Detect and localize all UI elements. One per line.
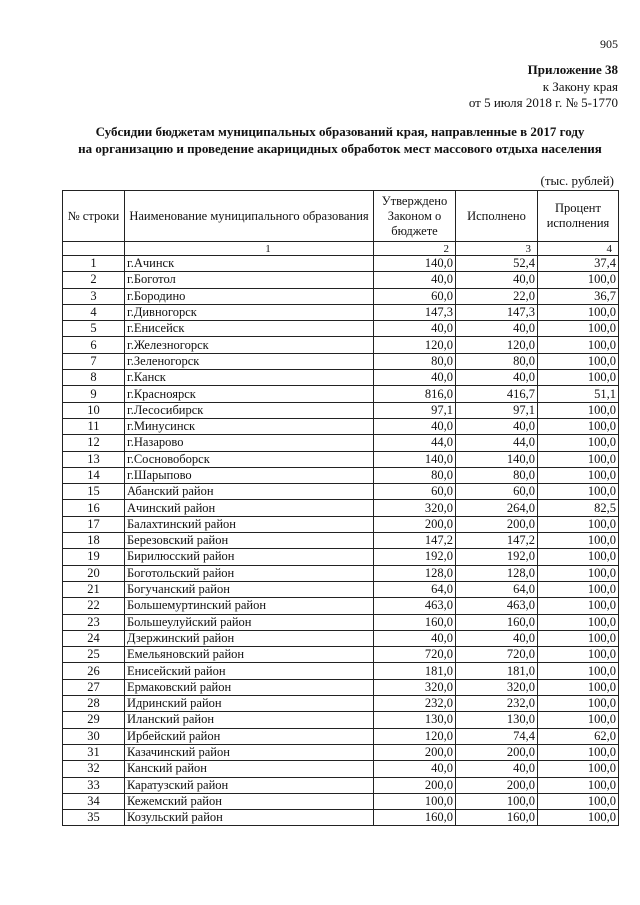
units-label: (тыс. рублей) xyxy=(540,173,614,188)
table-row xyxy=(63,435,619,451)
approved-cell: 40,0 xyxy=(374,630,456,646)
column-number-empty xyxy=(63,242,125,256)
document-title-line-1: Субсидии бюджетам муниципальных образований края, направленные в 2017 году xyxy=(95,124,585,139)
table-row xyxy=(63,272,619,288)
percent-cell: 100,0 xyxy=(538,614,619,630)
row-number-cell: 4 xyxy=(63,304,125,320)
row-number-cell: 32 xyxy=(63,761,125,777)
row-number-cell: 7 xyxy=(63,353,125,369)
municipality-cell: Иланский район xyxy=(125,712,374,728)
row-number-cell: 8 xyxy=(63,370,125,386)
approved-cell: 60,0 xyxy=(374,288,456,304)
municipality-cell: г.Бородино xyxy=(125,288,374,304)
table-row xyxy=(63,500,619,516)
table-row xyxy=(63,256,619,272)
executed-cell: 232,0 xyxy=(456,696,538,712)
approved-cell: 232,0 xyxy=(374,696,456,712)
table-row xyxy=(63,712,619,728)
executed-cell: 74,4 xyxy=(456,728,538,744)
header-percent: Процент исполнения xyxy=(538,191,619,242)
executed-cell: 130,0 xyxy=(456,712,538,728)
table-row xyxy=(63,663,619,679)
municipality-cell: Кежемский район xyxy=(125,793,374,809)
table-row xyxy=(63,386,619,402)
approved-cell: 40,0 xyxy=(374,761,456,777)
approved-cell: 181,0 xyxy=(374,663,456,679)
executed-cell: 44,0 xyxy=(456,435,538,451)
table-row xyxy=(63,484,619,500)
approved-cell: 320,0 xyxy=(374,679,456,695)
percent-cell: 100,0 xyxy=(538,712,619,728)
percent-cell: 100,0 xyxy=(538,304,619,320)
executed-cell: 40,0 xyxy=(456,272,538,288)
municipality-cell: Боготольский район xyxy=(125,565,374,581)
table-row xyxy=(63,353,619,369)
approved-cell: 140,0 xyxy=(374,256,456,272)
municipality-cell: г.Сосновоборск xyxy=(125,451,374,467)
document-title-line-2: на организацию и проведение акарицидных обработок мест массового отдыха населения xyxy=(78,140,602,156)
table-row xyxy=(63,565,619,581)
executed-cell: 40,0 xyxy=(456,370,538,386)
executed-cell: 200,0 xyxy=(456,516,538,532)
percent-cell: 62,0 xyxy=(538,728,619,744)
executed-cell: 147,3 xyxy=(456,304,538,320)
municipality-cell: г.Минусинск xyxy=(125,418,374,434)
percent-cell: 100,0 xyxy=(538,598,619,614)
executed-cell: 97,1 xyxy=(456,402,538,418)
municipality-cell: Канский район xyxy=(125,761,374,777)
percent-cell: 100,0 xyxy=(538,810,619,826)
approved-cell: 40,0 xyxy=(374,272,456,288)
percent-cell: 100,0 xyxy=(538,663,619,679)
executed-cell: 416,7 xyxy=(456,386,538,402)
table-body xyxy=(63,256,619,826)
table-row xyxy=(63,418,619,434)
municipality-cell: Ирбейский район xyxy=(125,728,374,744)
percent-cell: 100,0 xyxy=(538,272,619,288)
executed-cell: 160,0 xyxy=(456,614,538,630)
row-number-cell: 15 xyxy=(63,484,125,500)
row-number-cell: 10 xyxy=(63,402,125,418)
municipality-cell: г.Дивногорск xyxy=(125,304,374,320)
municipality-cell: г.Енисейск xyxy=(125,321,374,337)
municipality-cell: г.Боготол xyxy=(125,272,374,288)
percent-cell: 37,4 xyxy=(538,256,619,272)
document-title xyxy=(40,124,640,157)
municipality-cell: Ермаковский район xyxy=(125,679,374,695)
row-number-cell: 27 xyxy=(63,679,125,695)
row-number-cell: 17 xyxy=(63,516,125,532)
approved-cell: 40,0 xyxy=(374,370,456,386)
table-row xyxy=(63,549,619,565)
executed-cell: 22,0 xyxy=(456,288,538,304)
percent-cell: 100,0 xyxy=(538,696,619,712)
municipality-cell: г.Канск xyxy=(125,370,374,386)
percent-cell: 100,0 xyxy=(538,777,619,793)
row-number-cell: 23 xyxy=(63,614,125,630)
table-row xyxy=(63,370,619,386)
table-row xyxy=(63,614,619,630)
executed-cell: 40,0 xyxy=(456,761,538,777)
municipality-cell: Березовский район xyxy=(125,533,374,549)
percent-cell: 100,0 xyxy=(538,679,619,695)
percent-cell: 100,0 xyxy=(538,793,619,809)
percent-cell: 100,0 xyxy=(538,744,619,760)
municipality-cell: Казачинский район xyxy=(125,744,374,760)
executed-cell: 40,0 xyxy=(456,630,538,646)
table-row xyxy=(63,402,619,418)
municipality-cell: Богучанский район xyxy=(125,581,374,597)
municipality-cell: Енисейский район xyxy=(125,663,374,679)
municipality-cell: г.Лесосибирск xyxy=(125,402,374,418)
percent-cell: 100,0 xyxy=(538,321,619,337)
table-row xyxy=(63,337,619,353)
approved-cell: 200,0 xyxy=(374,744,456,760)
percent-cell: 100,0 xyxy=(538,533,619,549)
percent-cell: 82,5 xyxy=(538,500,619,516)
approved-cell: 128,0 xyxy=(374,565,456,581)
percent-cell: 36,7 xyxy=(538,288,619,304)
row-number-cell: 25 xyxy=(63,647,125,663)
table-row xyxy=(63,598,619,614)
executed-cell: 60,0 xyxy=(456,484,538,500)
column-number-3: 3 xyxy=(456,242,538,256)
executed-cell: 140,0 xyxy=(456,451,538,467)
table-row xyxy=(63,777,619,793)
row-number-cell: 34 xyxy=(63,793,125,809)
percent-cell: 100,0 xyxy=(538,353,619,369)
approved-cell: 720,0 xyxy=(374,647,456,663)
row-number-cell: 24 xyxy=(63,630,125,646)
row-number-cell: 3 xyxy=(63,288,125,304)
table-row xyxy=(63,810,619,826)
subsidies-table xyxy=(62,190,619,826)
approved-cell: 60,0 xyxy=(374,484,456,500)
approved-cell: 97,1 xyxy=(374,402,456,418)
municipality-cell: г.Красноярск xyxy=(125,386,374,402)
row-number-cell: 18 xyxy=(63,533,125,549)
row-number-cell: 9 xyxy=(63,386,125,402)
row-number-cell: 30 xyxy=(63,728,125,744)
row-number-cell: 29 xyxy=(63,712,125,728)
percent-cell: 100,0 xyxy=(538,435,619,451)
header-executed: Исполнено xyxy=(456,191,538,242)
executed-cell: 80,0 xyxy=(456,467,538,483)
executed-cell: 40,0 xyxy=(456,418,538,434)
row-number-cell: 14 xyxy=(63,467,125,483)
header-approved: Утверждено Законом о бюджете xyxy=(374,191,456,242)
executed-cell: 128,0 xyxy=(456,565,538,581)
municipality-cell: Идринский район xyxy=(125,696,374,712)
appendix-block xyxy=(469,62,618,112)
approved-cell: 463,0 xyxy=(374,598,456,614)
municipality-cell: г.Ачинск xyxy=(125,256,374,272)
row-number-cell: 1 xyxy=(63,256,125,272)
appendix-line-2: от 5 июля 2018 г. № 5-1770 xyxy=(468,95,618,110)
executed-cell: 120,0 xyxy=(456,337,538,353)
row-number-cell: 21 xyxy=(63,581,125,597)
column-number-4: 4 xyxy=(538,242,619,256)
table-row xyxy=(63,696,619,712)
executed-cell: 463,0 xyxy=(456,598,538,614)
approved-cell: 816,0 xyxy=(374,386,456,402)
executed-cell: 40,0 xyxy=(456,321,538,337)
executed-cell: 160,0 xyxy=(456,810,538,826)
percent-cell: 100,0 xyxy=(538,451,619,467)
percent-cell: 100,0 xyxy=(538,581,619,597)
table-row xyxy=(63,761,619,777)
appendix-line-1: к Закону края xyxy=(542,78,618,94)
table-row xyxy=(63,288,619,304)
row-number-cell: 2 xyxy=(63,272,125,288)
row-number-cell: 11 xyxy=(63,418,125,434)
executed-cell: 100,0 xyxy=(456,793,538,809)
percent-cell: 100,0 xyxy=(538,418,619,434)
table-row xyxy=(63,581,619,597)
row-number-cell: 35 xyxy=(63,810,125,826)
table-row xyxy=(63,467,619,483)
row-number-cell: 20 xyxy=(63,565,125,581)
row-number-cell: 22 xyxy=(63,598,125,614)
approved-cell: 147,2 xyxy=(374,533,456,549)
approved-cell: 200,0 xyxy=(374,516,456,532)
executed-cell: 320,0 xyxy=(456,679,538,695)
approved-cell: 320,0 xyxy=(374,500,456,516)
municipality-cell: Большемуртинский район xyxy=(125,598,374,614)
approved-cell: 160,0 xyxy=(374,810,456,826)
executed-cell: 264,0 xyxy=(456,500,538,516)
approved-cell: 80,0 xyxy=(374,353,456,369)
table-row xyxy=(63,451,619,467)
municipality-cell: Козульский район xyxy=(125,810,374,826)
municipality-cell: Емельяновский район xyxy=(125,647,374,663)
executed-cell: 200,0 xyxy=(456,744,538,760)
executed-cell: 181,0 xyxy=(456,663,538,679)
percent-cell: 100,0 xyxy=(538,402,619,418)
approved-cell: 147,3 xyxy=(374,304,456,320)
row-number-cell: 6 xyxy=(63,337,125,353)
approved-cell: 100,0 xyxy=(374,793,456,809)
column-number-1: 1 xyxy=(125,242,374,256)
row-number-cell: 28 xyxy=(63,696,125,712)
table-row xyxy=(63,304,619,320)
approved-cell: 200,0 xyxy=(374,777,456,793)
row-number-cell: 12 xyxy=(63,435,125,451)
column-number-2: 2 xyxy=(374,242,456,256)
percent-cell: 100,0 xyxy=(538,337,619,353)
municipality-cell: Балахтинский район xyxy=(125,516,374,532)
executed-cell: 147,2 xyxy=(456,533,538,549)
municipality-cell: Абанский район xyxy=(125,484,374,500)
municipality-cell: Ачинский район xyxy=(125,500,374,516)
table-row xyxy=(63,647,619,663)
page-number: 905 xyxy=(600,37,618,51)
executed-cell: 52,4 xyxy=(456,256,538,272)
row-number-cell: 26 xyxy=(63,663,125,679)
row-number-cell: 5 xyxy=(63,321,125,337)
approved-cell: 160,0 xyxy=(374,614,456,630)
appendix-title: Приложение 38 xyxy=(527,62,618,77)
table-row xyxy=(63,744,619,760)
executed-cell: 80,0 xyxy=(456,353,538,369)
percent-cell: 100,0 xyxy=(538,565,619,581)
table-row xyxy=(63,793,619,809)
approved-cell: 80,0 xyxy=(374,467,456,483)
percent-cell: 51,1 xyxy=(538,386,619,402)
approved-cell: 130,0 xyxy=(374,712,456,728)
approved-cell: 44,0 xyxy=(374,435,456,451)
percent-cell: 100,0 xyxy=(538,467,619,483)
approved-cell: 120,0 xyxy=(374,337,456,353)
municipality-cell: г.Назарово xyxy=(125,435,374,451)
percent-cell: 100,0 xyxy=(538,647,619,663)
executed-cell: 192,0 xyxy=(456,549,538,565)
municipality-cell: Большеулуйский район xyxy=(125,614,374,630)
executed-cell: 720,0 xyxy=(456,647,538,663)
percent-cell: 100,0 xyxy=(538,549,619,565)
row-number-cell: 33 xyxy=(63,777,125,793)
table-row xyxy=(63,533,619,549)
table-row xyxy=(63,679,619,695)
table-row xyxy=(63,321,619,337)
table-row xyxy=(63,630,619,646)
municipality-cell: г.Шарыпово xyxy=(125,467,374,483)
approved-cell: 64,0 xyxy=(374,581,456,597)
table-column-numbers-row xyxy=(63,242,619,256)
table-header-row xyxy=(63,191,619,242)
municipality-cell: г.Железногорск xyxy=(125,337,374,353)
percent-cell: 100,0 xyxy=(538,761,619,777)
approved-cell: 140,0 xyxy=(374,451,456,467)
row-number-cell: 16 xyxy=(63,500,125,516)
percent-cell: 100,0 xyxy=(538,484,619,500)
percent-cell: 100,0 xyxy=(538,516,619,532)
approved-cell: 40,0 xyxy=(374,321,456,337)
row-number-cell: 19 xyxy=(63,549,125,565)
approved-cell: 192,0 xyxy=(374,549,456,565)
header-row-number: № строки xyxy=(63,191,125,242)
percent-cell: 100,0 xyxy=(538,370,619,386)
table-row xyxy=(63,516,619,532)
percent-cell: 100,0 xyxy=(538,630,619,646)
row-number-cell: 31 xyxy=(63,744,125,760)
table-row xyxy=(63,728,619,744)
approved-cell: 120,0 xyxy=(374,728,456,744)
executed-cell: 200,0 xyxy=(456,777,538,793)
header-municipality: Наименование муниципального образования xyxy=(125,191,374,242)
municipality-cell: Дзержинский район xyxy=(125,630,374,646)
row-number-cell: 13 xyxy=(63,451,125,467)
municipality-cell: Бирилюсский район xyxy=(125,549,374,565)
approved-cell: 40,0 xyxy=(374,418,456,434)
municipality-cell: г.Зеленогорск xyxy=(125,353,374,369)
municipality-cell: Каратузский район xyxy=(125,777,374,793)
executed-cell: 64,0 xyxy=(456,581,538,597)
